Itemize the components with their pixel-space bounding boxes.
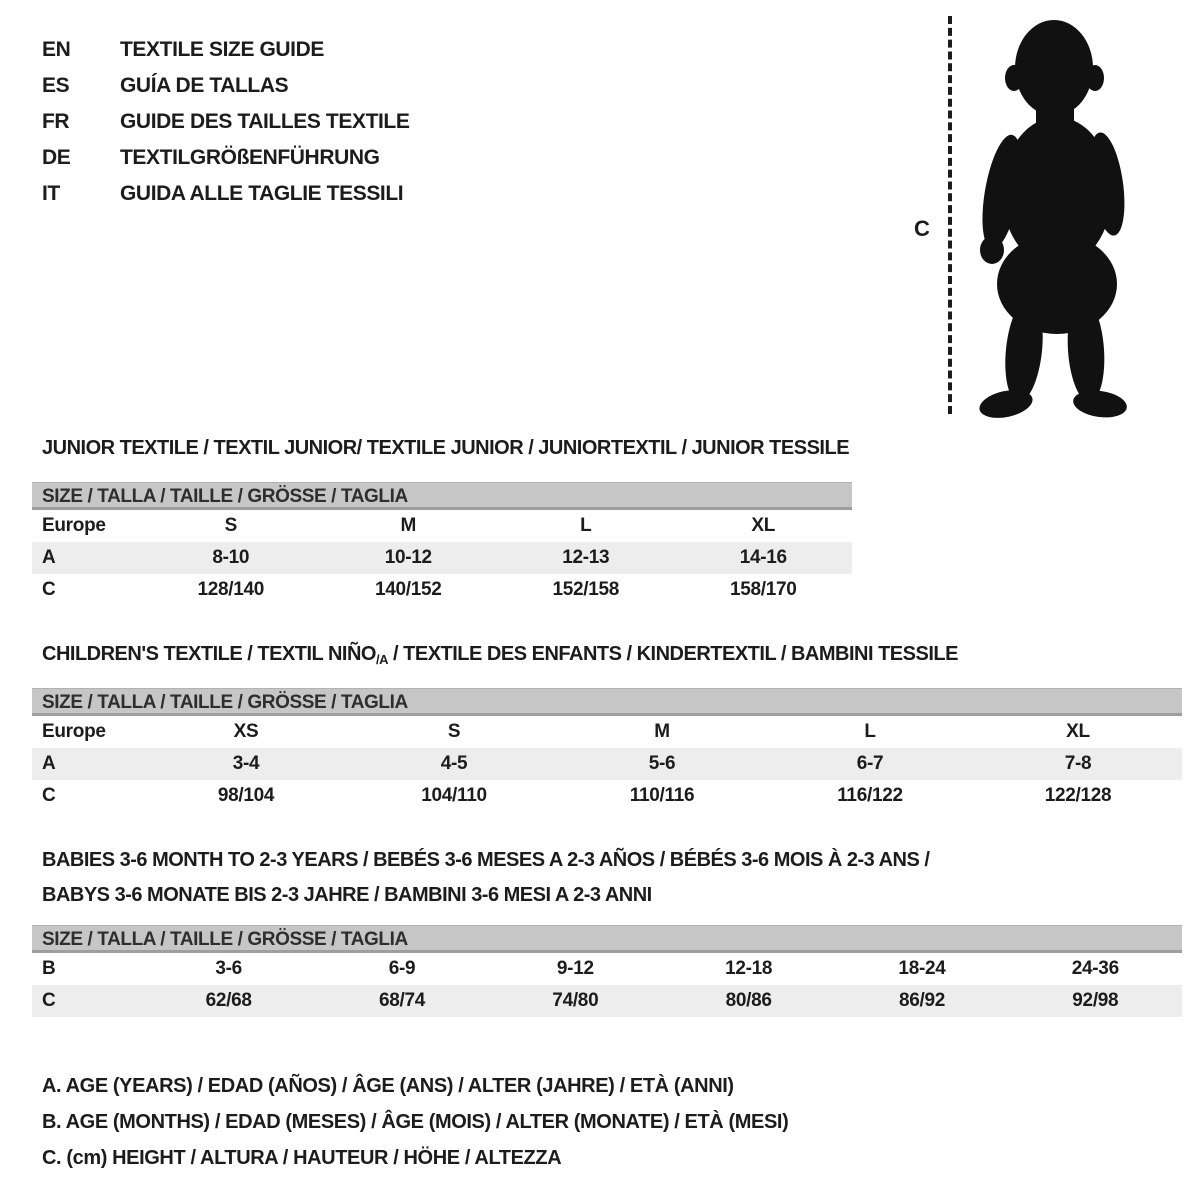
table-cell: 9-12 xyxy=(556,958,594,979)
lang-row-de xyxy=(42,140,409,176)
table-cell: 3-4 xyxy=(232,753,260,774)
row-label: C xyxy=(42,579,56,600)
row-label: C xyxy=(42,785,56,806)
table-cell: 80/86 xyxy=(725,990,772,1011)
junior-size-header-bar: SIZE / TALLA / TAILLE / GRÖSSE / TAGLIA xyxy=(32,482,852,510)
lang-row-en xyxy=(42,32,409,68)
lang-code: IT xyxy=(42,182,60,205)
guide-title-de: TEXTILGRÖßENFÜHRUNG xyxy=(120,146,380,169)
table-cell: 86/92 xyxy=(898,990,945,1011)
lang-row-es xyxy=(42,68,409,104)
table-cell: 4-5 xyxy=(440,753,468,774)
table-cell: 98/104 xyxy=(217,785,275,806)
title-text: / TEXTILE DES ENFANTS / KINDERTEXTIL / BAMBINI TESSILE xyxy=(387,643,958,665)
table-cell: 12-13 xyxy=(562,547,610,568)
lang-code: EN xyxy=(42,38,71,61)
table-cell: 122/128 xyxy=(1044,785,1112,806)
legend-line-c: C. (cm) HEIGHT / ALTURA / HAUTEUR / HÖHE / ALTEZZA xyxy=(42,1147,562,1169)
table-cell: 5-6 xyxy=(648,753,676,774)
lang-code: FR xyxy=(42,110,70,133)
column-header: Europe xyxy=(42,721,106,742)
table-row xyxy=(32,985,1182,1017)
table-row xyxy=(32,510,852,542)
table-cell: 116/122 xyxy=(837,785,903,806)
title-text: CHILDREN'S TEXTILE / TEXTIL NIÑO xyxy=(42,643,376,665)
legend-line-b: B. AGE (MONTHS) / EDAD (MESES) / ÂGE (MOIS) / ALTER (MONATE) / ETÀ (MESI) xyxy=(42,1111,789,1133)
column-header: XS xyxy=(233,721,259,742)
lang-row-fr xyxy=(42,104,409,140)
table-cell: 7-8 xyxy=(1064,753,1092,774)
column-header: XL xyxy=(751,515,776,536)
row-label: B xyxy=(42,958,56,979)
legend-line-a: A. AGE (YEARS) / EDAD (AÑOS) / ÂGE (ANS) / ALTER (JAHRE) / ETÀ (ANNI) xyxy=(42,1075,734,1097)
column-header: M xyxy=(654,721,670,742)
junior-textile-section xyxy=(32,436,852,606)
table-cell: 104/110 xyxy=(421,785,487,806)
guide-title-fr: GUIDE DES TAILLES TEXTILE xyxy=(120,110,410,133)
guide-title-it: GUIDA ALLE TAGLIE TESSILI xyxy=(120,182,404,205)
table-row xyxy=(32,542,852,574)
height-measure-label: C xyxy=(914,216,930,241)
table-cell: 6-9 xyxy=(388,958,416,979)
childrens-textile-section xyxy=(32,642,1182,812)
measurement-legend xyxy=(42,1068,788,1176)
lang-row-it xyxy=(42,176,409,212)
column-header: XL xyxy=(1066,721,1090,742)
table-cell: 140/152 xyxy=(374,579,442,600)
childrens-size-header-bar: SIZE / TALLA / TAILLE / GRÖSSE / TAGLIA xyxy=(32,688,1182,716)
toddler-silhouette-icon xyxy=(962,12,1146,424)
table-row xyxy=(32,780,1182,812)
table-cell: 10-12 xyxy=(384,547,432,568)
table-cell: 14-16 xyxy=(739,547,787,568)
guide-title-en: TEXTILE SIZE GUIDE xyxy=(120,38,324,61)
table-row xyxy=(32,953,1182,985)
table-cell: 24-36 xyxy=(1071,958,1119,979)
childrens-section-title xyxy=(32,642,1182,666)
column-header: L xyxy=(864,721,876,742)
table-row xyxy=(32,748,1182,780)
babies-section-title-line1: BABIES 3-6 MONTH TO 2-3 YEARS / BEBÉS 3-6 MESES A 2-3 AÑOS / BÉBÉS 3-6 MOIS À 2-3 ANS / xyxy=(42,849,930,871)
table-cell: 92/98 xyxy=(1072,990,1119,1011)
table-cell: 74/80 xyxy=(552,990,599,1011)
table-cell: 158/170 xyxy=(729,579,797,600)
row-label: C xyxy=(42,990,56,1011)
table-cell: 12-18 xyxy=(725,958,773,979)
column-header: S xyxy=(224,515,237,536)
language-title-block xyxy=(42,32,409,212)
table-cell: 110/116 xyxy=(629,785,695,806)
height-measure-dashed-line xyxy=(948,16,952,414)
babies-section-title-line2: BABYS 3-6 MONATE BIS 2-3 JAHRE / BAMBINI 3-6 MESI A 2-3 ANNI xyxy=(42,884,652,906)
table-cell: 6-7 xyxy=(856,753,884,774)
table-cell: 3-6 xyxy=(215,958,242,979)
junior-section-title: JUNIOR TEXTILE / TEXTIL JUNIOR/ TEXTILE JUNIOR / JUNIORTEXTIL / JUNIOR TESSILE xyxy=(42,437,850,459)
table-cell: 128/140 xyxy=(197,579,265,600)
title-subscript: /A xyxy=(375,652,388,667)
table-cell: 68/74 xyxy=(378,990,426,1011)
column-header: Europe xyxy=(42,515,106,536)
guide-title-es: GUÍA DE TALLAS xyxy=(120,74,289,97)
table-cell: 152/158 xyxy=(552,579,620,600)
column-header: S xyxy=(447,721,461,742)
row-label: A xyxy=(42,753,56,774)
lang-code: DE xyxy=(42,146,71,169)
table-cell: 62/68 xyxy=(205,990,252,1011)
column-header: M xyxy=(400,515,417,536)
table-cell: 8-10 xyxy=(212,547,250,568)
row-label: A xyxy=(42,547,56,568)
babies-size-header-bar: SIZE / TALLA / TAILLE / GRÖSSE / TAGLIA xyxy=(32,925,1182,953)
table-row xyxy=(32,716,1182,748)
lang-code: ES xyxy=(42,74,70,97)
babies-textile-section xyxy=(32,843,1182,1017)
column-header: L xyxy=(580,515,592,536)
table-cell: 18-24 xyxy=(898,958,946,979)
table-row xyxy=(32,574,852,606)
